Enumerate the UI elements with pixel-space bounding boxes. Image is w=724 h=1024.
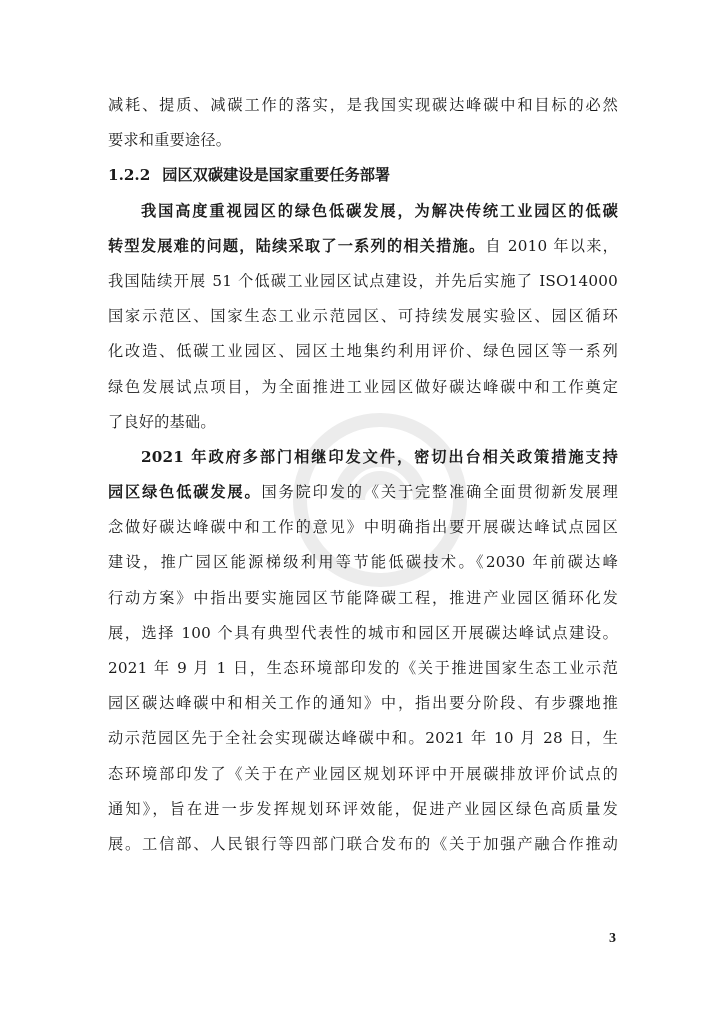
paragraph-lead-text: 转型发展难的问题，陆续采取了一系列的相关措施。 [108,236,486,255]
section-number: 1.2.2 [108,166,151,185]
paragraph-line: 园区碳达峰碳中和相关工作的通知》中，指出要分阶段、有步骤地推 [108,694,618,713]
paragraph-line: 展，选择 100 个具有典型代表性的城市和园区开展碳达峰试点建设。 [108,623,618,642]
paragraph-line: 2021 年 9 月 1 日，生态环境部印发的《关于推进国家生态工业示范 [108,659,618,677]
paragraph-line: 我国陆续开展 51 个低碳工业园区试点建设，并先后实施了 ISO14000 [108,271,618,290]
paragraph-line [108,229,618,264]
paragraph-line: 国家示范区、国家生态工业示范园区、可持续发展实验区、园区循环 [108,307,618,326]
paragraph-lead-line: 2021 年政府多部门相继印发文件，密切出台相关政策措施支持 [141,447,618,466]
paragraph-line: 了良好的基础。 [108,412,216,431]
paragraph-line: 展。工信部、人民银行等四部门联合发布的《关于加强产融合作推动 [108,834,618,853]
paragraph-line [108,475,618,510]
paragraph-text: 自 2010 年以来， [485,236,618,255]
paragraph-line: 绿色发展试点项目，为全面推进工业园区做好碳达峰碳中和工作奠定 [108,377,618,396]
document-body [108,88,618,862]
paragraph-lead-text: 园区绿色低碳发展。 [108,483,262,502]
paragraph-text: 国务院印发的《关于完整准确全面贯彻新发展理 [261,483,618,502]
paragraph-line: 态环境部印发了《关于在产业园区规划环评中开展碳排放评价试点的 [108,764,618,783]
paragraph-line: 减耗、提质、减碳工作的落实，是我国实现碳达峰碳中和目标的必然 [108,96,618,114]
paragraph-line: 建设，推广园区能源梯级利用等节能低碳技术。《2030 年前碳达峰 [108,553,618,572]
paragraph-lead-line: 我国高度重视园区的绿色低碳发展，为解决传统工业园区的低碳 [141,201,618,220]
paragraph-3 [108,440,618,862]
paragraph-line: 动示范园区先于全社会实现碳达峰碳中和。2021 年 10 月 28 日，生 [108,729,618,748]
page-number: 3 [609,931,616,946]
section-heading [108,158,618,193]
section-title: 园区双碳建设是国家重要任务部署 [162,166,391,185]
paragraph-line: 化改造、低碳工业园区、园区土地集约利用评价、绿色园区等一系列 [108,342,618,361]
paragraph-line: 念做好碳达峰碳中和工作的意见》中明确指出要开展碳达峰试点园区 [108,518,618,537]
paragraph-1 [108,88,618,158]
paragraph-line: 要求和重要途径。 [108,131,232,150]
paragraph-line: 通知》，旨在进一步发挥规划环评效能，促进产业园区绿色高质量发 [108,799,618,818]
paragraph-line: 行动方案》中指出要实施园区节能降碳工程，推进产业园区循环化发 [108,588,618,607]
paragraph-2 [108,194,618,440]
